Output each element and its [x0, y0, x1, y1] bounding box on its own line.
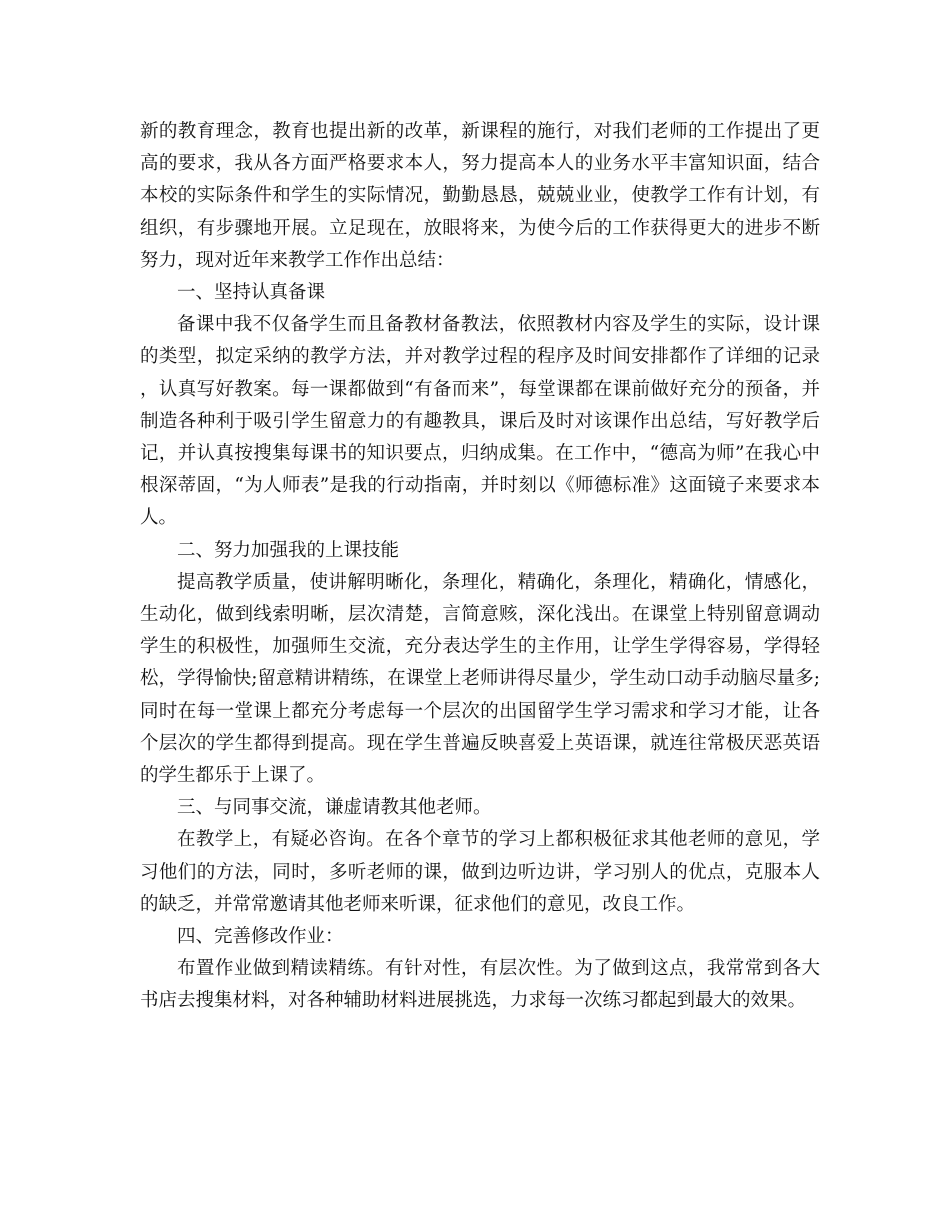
section-heading-3: 三、与同事交流，谦虚请教其他老师。 [177, 797, 492, 819]
section-heading-4: 四、完善修改作业： [177, 926, 344, 948]
section-1-paragraph: 备课中我不仅备学生而且备教材备教法，依照教材内容及学生的实际，设计课的类型，拟定采纳的教学方法，并对教学过程的程序及时间安排都作了详细的记录，认真写好教案。每一课都做到“有备而来”，每堂课都在课前做好充分的预备，并制造各种利于吸引学生留意力的有趣教具，课后及时对该课作出总结，写好教学后记，并认真按搜集每课书的知识要点，归纳成集。在工作中，“德高为师”在我心中根深蒂固，“为人师表”是我的行动指南，并时刻以《师德标准》这面镜子来要求本人。 [140, 314, 820, 529]
intro-paragraph: 新的教育理念，教育也提出新的改革，新课程的施行，对我们老师的工作提出了更高的要求，我从各方面严格要求本人，努力提高本人的业务水平丰富知识面，结合本校的实际条件和学生的实际情况，勤勤恳恳，兢兢业业，使教学工作有计划，有组织，有步骤地开展。立足现在，放眼将来，为使今后的工作获得更大的进步不断努力，现对近年来教学工作作出总结： [140, 121, 820, 271]
section-heading-2: 二、努力加强我的上课技能 [177, 539, 400, 561]
section-heading-1: 一、坚持认真备课 [177, 282, 326, 304]
document-page [140, 116, 820, 1018]
section-2-paragraph: 提高教学质量，使讲解明晰化，条理化，精确化，条理化，精确化，情感化，生动化，做到线索明晰，层次清楚，言简意赅，深化浅出。在课堂上特别留意调动学生的积极性，加强师生交流，充分表达学生的主作用，让学生学得容易，学得轻松，学得愉快;留意精讲精练，在课堂上老师讲得尽量少，学生动口动手动脑尽量多;同时在每一堂课上都充分考虑每一个层次的出国留学生学习需求和学习才能，让各个层次的学生都得到提高。现在学生普遍反映喜爱上英语课，就连往常极厌恶英语的学生都乐于上课了。 [140, 571, 820, 787]
section-4-paragraph: 布置作业做到精读精练。有针对性，有层次性。为了做到这点，我常常到各大书店去搜集材料，对各种辅助材料进展挑选，力求每一次练习都起到最大的效果。 [140, 958, 820, 1012]
section-3-paragraph: 在教学上，有疑必咨询。在各个章节的学习上都积极征求其他老师的意见，学习他们的方法，同时，多听老师的课，做到边听边讲，学习别人的优点，克服本人的缺乏，并常常邀请其他老师来听课，征求他们的意见，改良工作。 [140, 829, 820, 915]
